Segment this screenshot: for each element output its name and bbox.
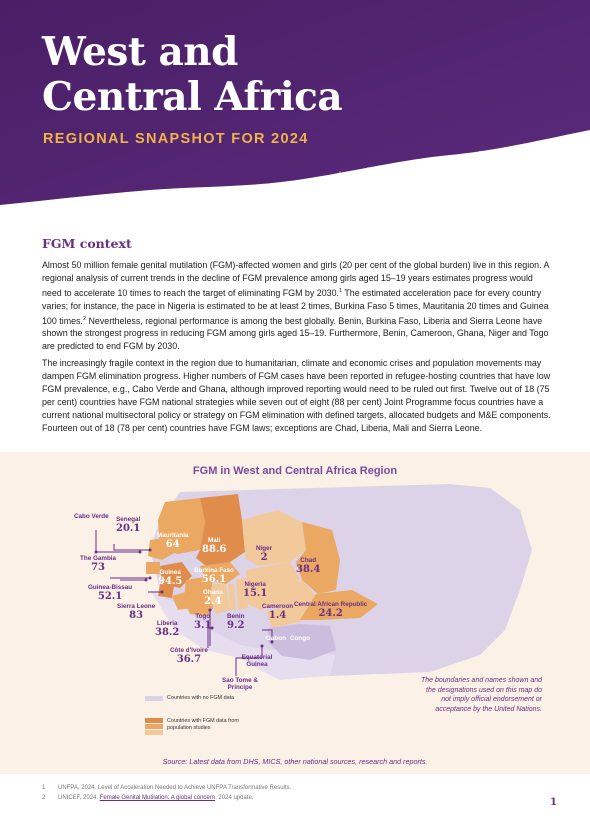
country-name: Niger xyxy=(256,545,273,552)
country-value: 88.6 xyxy=(202,543,227,555)
paragraph-2: The increasingly fragile context in the region due to humanitarian, climate and economic crises and population movements may dampen FGM elimination progress. Higher numbers of FGM cases have been reported in refugee-hosting countries that have low FGM prevalence, e.g., Cabo Verde and Ghana, although improved reporting would need to be ruled out first. Twelve out of 18 (75 per cent) countries have FGM national strategies while seven out of eight (88 per cent) Joint Programme focus countries have a current national multisectoral policy or strategy on FGM elimination with defined targets, allocated budgets and M&E components. Fourteen out of 18 (78 per cent) countries have FGM laws; exceptions are Chad, Liberia, Mali and Sierra Leone. xyxy=(42,358,551,433)
map-label-togo xyxy=(194,614,211,631)
paragraph-1-part-c: Nevertheless, regional performance is among the best globally. Benin, Burkina Faso, Liberia and Sierra Leone have shown the strongest progress in reducing FGM among girls aged 15–19. Furthermore, Benin, Cameroon, Ghana, Niger and Togo are predicted to end FGM by 2030. xyxy=(42,315,549,352)
map-label-burkina xyxy=(194,568,234,585)
country-name: Sierra Leone xyxy=(117,603,156,610)
country-value: 73 xyxy=(91,561,105,573)
title-line-2: Central Africa xyxy=(42,74,343,120)
map-label-sao-tome xyxy=(220,678,260,691)
country-value: 38.4 xyxy=(296,563,321,575)
legend-swatch-no-data xyxy=(145,696,163,702)
title-line-1: West and xyxy=(42,29,238,75)
footnote-2-link[interactable]: Female Genital Mutilation: A global concern xyxy=(99,795,216,801)
country-value: 1.4 xyxy=(268,609,287,621)
country-value: 52.1 xyxy=(97,590,123,602)
paragraph-1 xyxy=(42,259,552,353)
map-label-sierra-leone xyxy=(117,604,155,621)
country-name: Central African Republic xyxy=(294,601,368,608)
country-name: Cameroon xyxy=(262,603,294,610)
map-label-nigeria xyxy=(243,582,267,599)
country-value: 64 xyxy=(165,538,180,550)
map-label-cameroon xyxy=(262,604,293,621)
map-label-liberia xyxy=(155,621,179,638)
map-title: FGM in West and Central Africa Region xyxy=(192,465,398,477)
country-name: Liberia xyxy=(156,620,178,627)
legend-label-fgm-data: Countries with FGM data from population studies xyxy=(167,718,239,731)
leader-senegal xyxy=(114,544,150,550)
country-name: Mali xyxy=(208,537,221,544)
country-name: Congo xyxy=(290,635,310,642)
map-label-eq-guinea xyxy=(240,655,274,668)
country-value: 83 xyxy=(129,609,144,621)
country-name: Senegal xyxy=(116,516,141,523)
country-name: Gabon xyxy=(266,635,286,642)
map-label-gabon xyxy=(266,636,286,643)
country-name: Mauritania xyxy=(157,532,189,539)
map-label-mauritania xyxy=(157,533,189,550)
country-value: 38.2 xyxy=(155,626,180,638)
country-name: Togo xyxy=(195,613,211,620)
page-number: 1 xyxy=(550,797,557,808)
footnote-ref-2[interactable]: 2 xyxy=(82,315,87,322)
footnote-ref-1[interactable]: 1 xyxy=(338,287,343,294)
footnote-1 xyxy=(42,785,291,791)
paragraph-1-part-a: Almost 50 million female genital mutilation (FGM)-affected women and girls (20 per cent of the global burden) live in this region. A regional analysis of current trends in the decline of FGM prevalence among girls aged 15–19 years estimates progress would need to accelerate 10 times to reach the target of eliminating FGM by 2030. xyxy=(42,260,549,298)
country-value: 9.2 xyxy=(227,619,245,631)
country-name: Nigeria xyxy=(244,581,266,588)
map-label-ghana xyxy=(203,590,223,607)
country-value: 2.4 xyxy=(204,595,222,607)
map-label-senegal xyxy=(116,517,140,534)
country-value: 2 xyxy=(260,551,268,563)
footnote-1-text: UNFPA, 2024. Level of Acceleration Needed to Achieve UNFPA Transformative Results. xyxy=(58,785,292,791)
country-name: Côte d'Ivoire xyxy=(170,647,208,654)
map-source: Source: Latest data from DHS, MICS, other national sources, research and reports. xyxy=(162,757,428,766)
country-value: 36.7 xyxy=(176,653,202,665)
map-label-guinea-bissau xyxy=(88,585,132,602)
map-disclaimer: The boundaries and names shown and the designations used on this map do not imply official endorsement or acceptance by the United Nations. xyxy=(420,677,542,713)
header-banner xyxy=(0,0,590,240)
legend-label-no-data: Countries with no FGM data xyxy=(167,695,235,701)
map-label-cabo-verde xyxy=(74,514,109,521)
map-label-guinea xyxy=(158,570,182,587)
country-name: Benin xyxy=(227,613,245,620)
map-label-congo xyxy=(290,636,310,643)
map-label-chad xyxy=(296,558,320,575)
country-value: 15.1 xyxy=(243,587,268,599)
country-name: Sao Tome & Príncipe xyxy=(222,677,258,691)
footnote-2-prefix: UNICEF, 2024. xyxy=(58,795,100,801)
country-value: 56.1 xyxy=(201,573,227,585)
footnote-2-suffix: . 2024 update. xyxy=(215,795,254,801)
map-label-mali xyxy=(202,538,226,555)
country-value: 24.2 xyxy=(318,607,343,619)
country-value: 20.1 xyxy=(116,522,141,534)
page-subtitle: REGIONAL SNAPSHOT FOR 2024 xyxy=(43,131,309,147)
country-name: Equatorial Guinea xyxy=(241,654,273,668)
country-name: Chad xyxy=(300,557,317,564)
footnote-2-number: 2 xyxy=(42,795,46,801)
map-label-cote-divoire xyxy=(170,648,208,665)
map-label-car xyxy=(294,602,367,619)
section-heading: FGM context xyxy=(42,236,132,251)
country-value: 3.1 xyxy=(194,619,212,631)
map-label-gambia xyxy=(80,556,116,573)
country-name: Guinea-Bissau xyxy=(88,584,133,591)
map-label-niger xyxy=(256,546,272,563)
country-value: 94.5 xyxy=(158,575,183,587)
legend-swatch-fgm-data xyxy=(145,718,163,736)
page-title xyxy=(42,30,342,120)
region-map xyxy=(0,480,590,760)
country-name: Ghana xyxy=(203,589,223,596)
country-name: Burkina Faso xyxy=(194,567,234,574)
footnote-2 xyxy=(42,795,253,801)
map-label-benin xyxy=(227,614,245,631)
country-name: The Gambia xyxy=(80,555,117,562)
country-name: Cabo Verde xyxy=(74,513,109,520)
country-name: Guinea xyxy=(159,569,181,576)
footnote-1-number: 1 xyxy=(42,785,46,791)
paragraph-1-part-b: The estimated acceleration pace for every country varies; for instance, the pace in Nigeria is estimated to be at least 2 times, Burkina Faso 5 times, Mauritania 20 times and Guinea 100 times. xyxy=(42,287,549,326)
